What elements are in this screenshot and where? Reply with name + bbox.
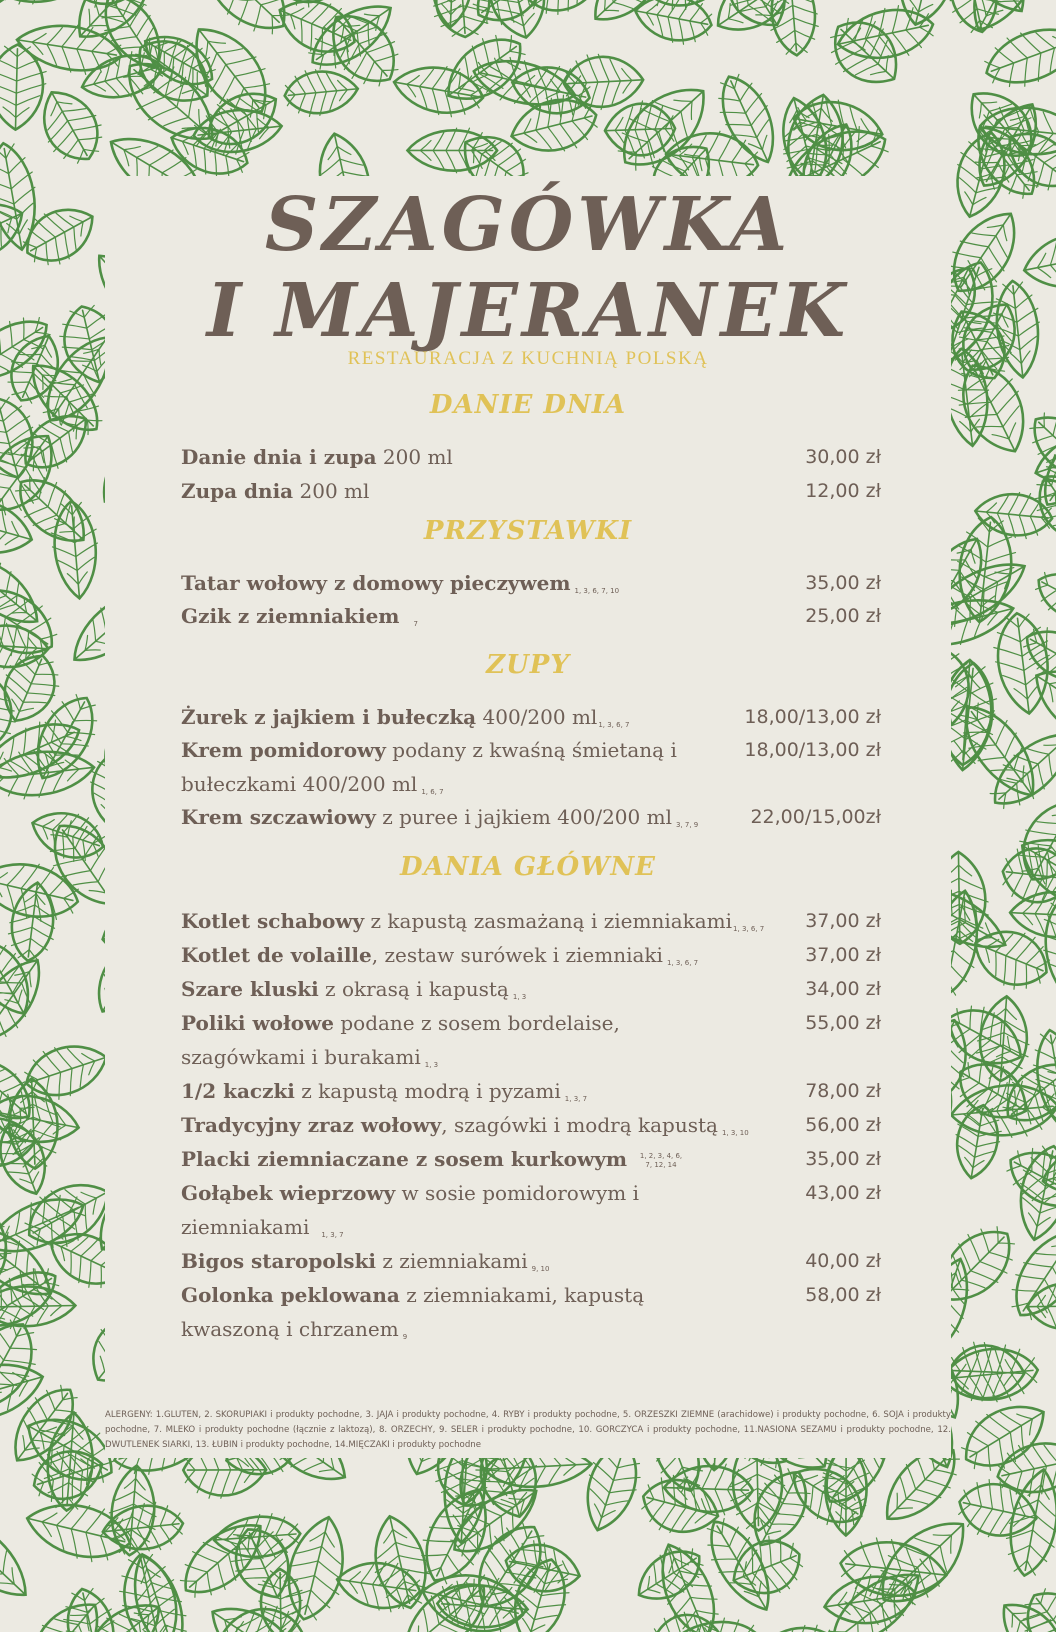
menu-item: [181, 938, 881, 972]
leaf-shape: [990, 610, 1056, 717]
restaurant-name-line1: SZAGÓWKA: [264, 182, 792, 268]
item-description: z kapustą zasmażaną i ziemniakami: [364, 909, 733, 933]
item-price: 58,00 zł: [805, 1284, 881, 1306]
item-price: 30,00 zł: [805, 446, 881, 468]
menu-item: [181, 1142, 881, 1176]
menu-item: [181, 1176, 881, 1239]
leaf-shape: [0, 0, 46, 31]
item-description: z kapustą modrą i pyzami: [294, 1079, 561, 1103]
item-description: 400/200 ml: [476, 705, 598, 729]
item-name: Bigos staropolski: [181, 1249, 377, 1273]
leaf-shape: [647, 1536, 729, 1632]
restaurant-name-line2: I MAJERANEK: [206, 268, 850, 354]
item-price: 12,00 zł: [805, 480, 881, 502]
leaf-shape: [641, 0, 741, 20]
item-allergens: 9, 10: [531, 1265, 550, 1273]
item-price: 37,00 zł: [805, 944, 881, 966]
leaf-shape: [407, 128, 497, 173]
leaf-shape: [990, 279, 1045, 380]
item-price: 40,00 zł: [805, 1250, 881, 1272]
item-name: Poliki wołowe: [181, 1011, 334, 1035]
item-allergens: 1, 3: [424, 1061, 439, 1069]
leaf-shape: [704, 0, 804, 47]
leaf-shape: [708, 67, 788, 171]
item-allergens: 1, 3, 6, 7: [733, 925, 765, 933]
leaf-shape: [1001, 1465, 1056, 1580]
item-name: Golonka peklowana: [181, 1283, 400, 1307]
item-description: z ziemniakami, kapustą: [399, 1283, 645, 1307]
item-price: 18,00/13,00 zł: [744, 739, 881, 761]
menu-item: [181, 1278, 881, 1341]
item-allergens: 1, 3, 7: [321, 1231, 344, 1239]
item-price: 22,00/15,00zł: [750, 806, 881, 828]
leaf-shape: [5, 465, 99, 558]
menu-item: [181, 1108, 881, 1142]
item-allergens: 9: [402, 1333, 408, 1341]
item-price: 78,00 zł: [805, 1080, 881, 1102]
leaf-shape: [980, 718, 1056, 819]
item-allergens: 7: [413, 620, 418, 628]
leaf-shape: [0, 1257, 67, 1342]
item-name: Tradycyjny zraz wołowy: [181, 1113, 442, 1137]
item-description: w sosie pomidorowym i: [395, 1181, 639, 1205]
leaf-shape: [429, 0, 476, 28]
item-price: 34,00 zł: [805, 978, 881, 1000]
leaf-shape: [951, 514, 1019, 625]
item-name: Krem pomidorowy: [181, 738, 386, 762]
item-description: , zestaw surówek i ziemniaki: [371, 943, 663, 967]
item-allergens: 3, 7, 9: [675, 821, 699, 829]
item-price: 25,00 zł: [805, 605, 881, 627]
allergens-note: ALERGENY: 1.GLUTEN, 2. SKORUPIAKI i produkty pochodne, 3. JAJA i produkty pochodne, 4. RYBY i produkty pochodne, 5. ORZESZKI ZIEMNE (arachidowe) i produkty pochodne, 6. SOJA i produkty pochodne, 7. MLEKO i produkty pochodne (łącznie z laktozą), 8. ORZECHY, 9. SELER i produkty pochodne, 10. GORCZYCA i produkty pochodne, 11.NASIONA SEZAMU i produkty pochodne, 12. DWUTLENEK SIARKI, 13. ŁUBIN i produkty pochodne, 14.MIĘCZAKI i produkty pochodne: [105, 1410, 951, 1450]
menu-item: [181, 972, 881, 1006]
item-price: 35,00 zł: [805, 572, 881, 594]
section-title-przystawki: PRZYSTAWKI: [423, 516, 633, 546]
item-allergens: 1, 3, 6, 7, 10: [574, 587, 620, 595]
menu-item: [181, 733, 881, 796]
item-description: z ziemniakami: [376, 1249, 528, 1273]
leaf-shape: [0, 0, 86, 4]
item-name: Kotlet de volaille: [181, 943, 372, 967]
item-description-line2: ziemniakami: [181, 1215, 310, 1239]
item-description: podane z sosem bordelaise,: [334, 1011, 620, 1035]
item-name: Gołąbek wieprzowy: [181, 1181, 396, 1205]
leaf-shape: [887, 1620, 992, 1632]
menu-item: [181, 904, 881, 938]
leaf-shape: [28, 79, 113, 172]
section-title-dania-glowne: DANIA GŁÓWNE: [400, 852, 656, 882]
item-name: Placki ziemniaczane z sosem kurkowym: [181, 1147, 628, 1171]
item-allergens: 1, 2, 3, 4, 6, 7, 12, 14: [639, 1151, 683, 1169]
leaf-shape: [580, 0, 672, 35]
menu-item: [181, 1074, 881, 1108]
item-name: Kotlet schabowy: [181, 909, 365, 933]
menu-item: [181, 440, 881, 474]
item-price: 37,00 zł: [805, 910, 881, 932]
item-description: podany z kwaśną śmietaną i: [385, 738, 677, 762]
leaf-shape: [0, 44, 47, 131]
menu-item: [181, 1006, 881, 1069]
leaf-shape: [992, 1433, 1056, 1502]
item-description: z okrasą i kapustą: [318, 977, 509, 1001]
leaf-shape: [1027, 1281, 1056, 1331]
leaf-shape: [113, 1549, 188, 1632]
leaf-shape: [1019, 224, 1056, 297]
menu-item: [181, 700, 881, 734]
leaf-shape: [26, 1440, 109, 1510]
item-name: Szare kluski: [181, 977, 319, 1001]
leaf-shape: [283, 66, 360, 119]
leaf-shape: [17, 1588, 116, 1632]
item-price: 18,00/13,00 zł: [744, 706, 881, 728]
menu-panel: [105, 176, 951, 1458]
menu-item: [181, 800, 881, 834]
item-description: 200 ml: [293, 479, 370, 503]
item-allergens: 1, 3, 7: [564, 1095, 588, 1103]
item-allergens: 1, 3, 6, 7: [598, 721, 630, 729]
leaf-shape: [390, 58, 487, 121]
item-description: , szagówki i modrą kapustą: [441, 1113, 718, 1137]
item-price: 55,00 zł: [805, 1012, 881, 1034]
leaf-shape: [605, 69, 723, 184]
section-title-danie-dnia: DANIE DNIA: [429, 390, 627, 420]
restaurant-subtitle: RESTAURACJA Z KUCHNIĄ POLSKĄ: [347, 348, 709, 369]
item-allergens: 1, 3, 10: [721, 1129, 749, 1137]
menu-item: [181, 1244, 881, 1278]
item-name: Danie dnia i zupa: [181, 445, 377, 469]
item-description-line2: szagówkami i burakami: [181, 1045, 421, 1069]
section-title-zupy: ZUPY: [486, 650, 570, 680]
item-price: 56,00 zł: [805, 1114, 881, 1136]
leaf-shape: [0, 932, 43, 1025]
item-price: 43,00 zł: [805, 1182, 881, 1204]
item-description-line2: kwaszoną i chrzanem: [181, 1317, 399, 1341]
leaf-shape: [212, 1512, 302, 1562]
item-allergens: 1, 3, 6, 7: [666, 959, 699, 967]
item-allergens: 1, 6, 7: [421, 788, 444, 796]
item-price: 35,00 zł: [805, 1148, 881, 1170]
leaf-shape: [1029, 561, 1056, 633]
item-name: Gzik z ziemniakiem: [181, 604, 400, 628]
item-name: Zupa dnia: [181, 479, 294, 503]
item-name: 1/2 kaczki: [181, 1079, 295, 1103]
leaf-shape: [864, 1503, 983, 1620]
leaf-shape: [954, 1475, 1043, 1546]
menu-item: [181, 566, 881, 600]
leaf-shape: [952, 1389, 1056, 1483]
item-description: 200 ml: [376, 445, 453, 469]
menu-item: [181, 474, 881, 508]
leaf-shape: [631, 0, 716, 49]
leaf-shape: [0, 420, 71, 526]
leaf-shape: [831, 0, 940, 5]
item-allergens: 1, 3: [512, 993, 527, 1001]
leaf-shape: [431, 0, 495, 39]
item-name: Żurek z jajkiem i bułeczką: [181, 705, 477, 729]
menu-item: [181, 599, 881, 633]
leaf-shape: [818, 5, 914, 100]
item-description-line2: bułeczkami 400/200 ml: [181, 772, 418, 796]
leaf-shape: [723, 1528, 809, 1606]
item-name: Krem szczawiowy: [181, 805, 376, 829]
item-description: z puree i jajkiem 400/200 ml: [375, 805, 672, 829]
item-name: Tatar wołowy z domowy pieczywem: [181, 571, 571, 595]
